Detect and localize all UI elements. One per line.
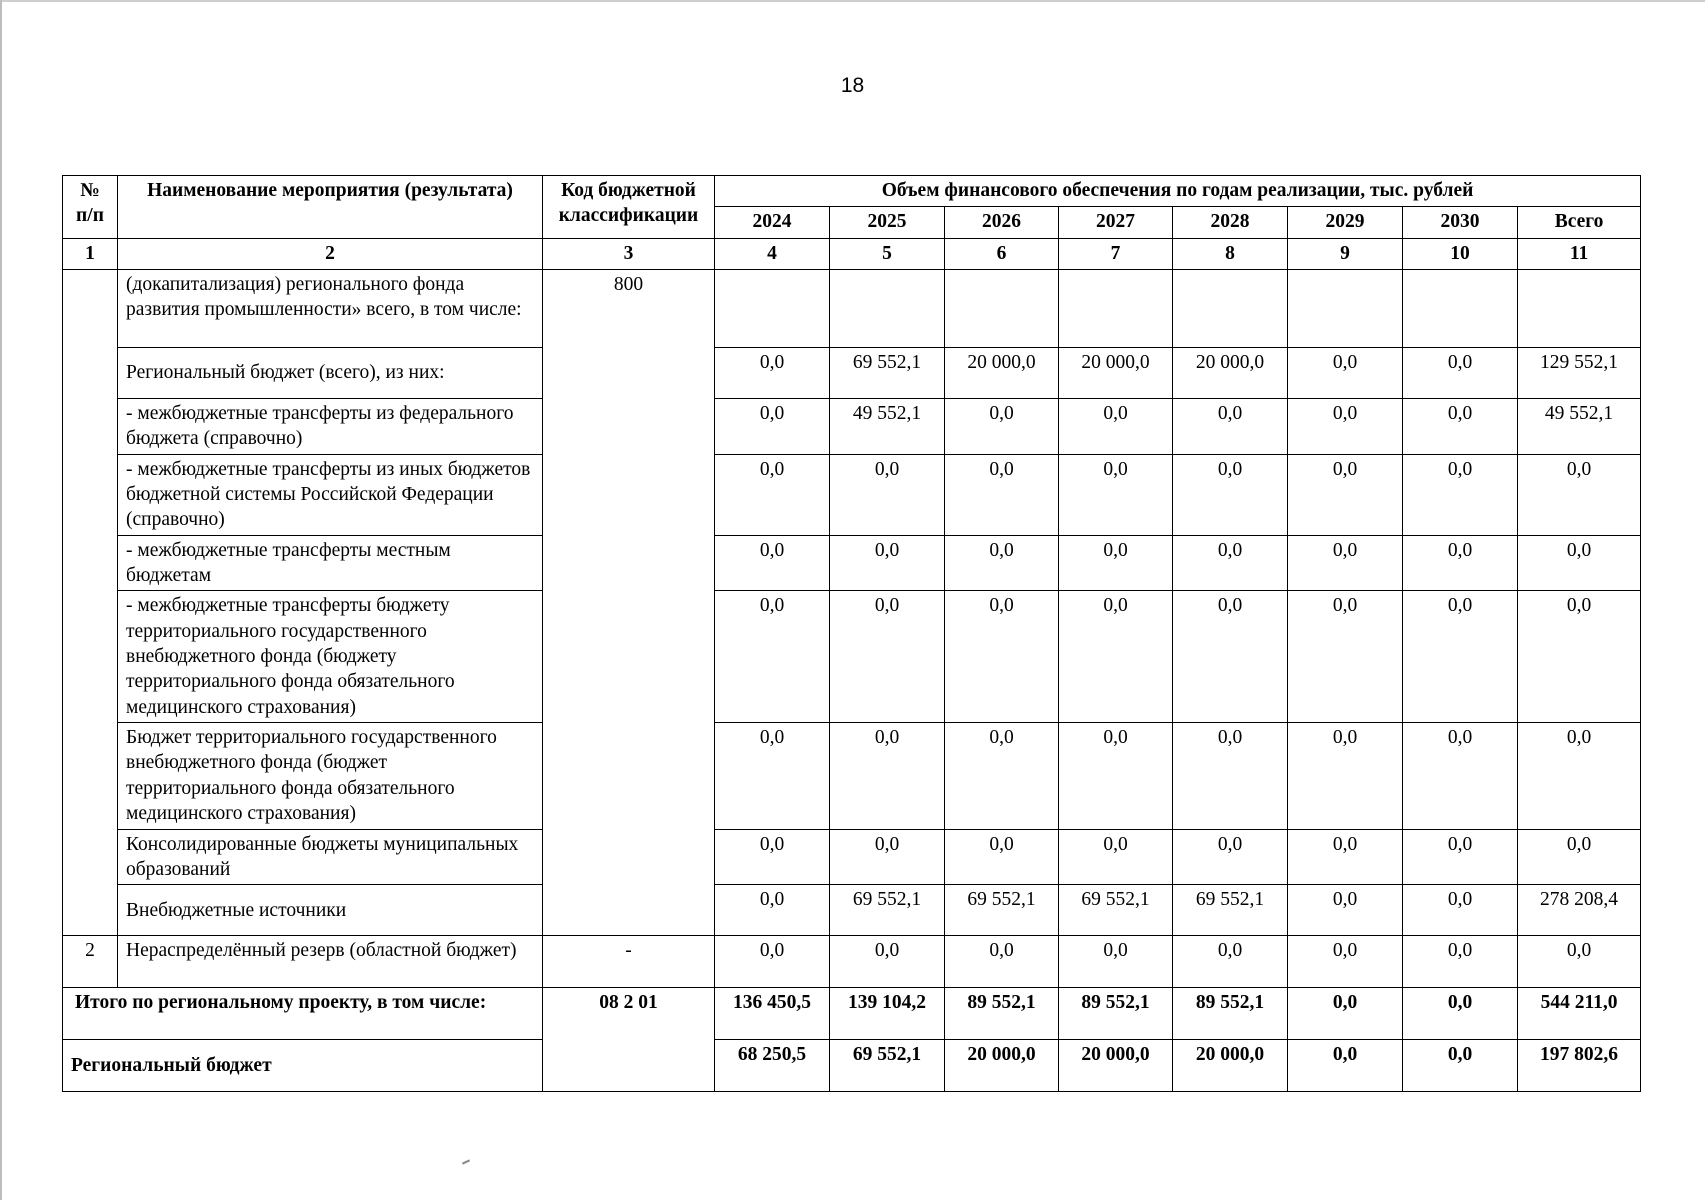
row-number-cell	[63, 270, 118, 936]
scan-edge-left	[0, 0, 2, 1200]
regional-value-cell: 0,0	[1288, 1040, 1403, 1092]
value-cell: 0,0	[1288, 348, 1403, 399]
header-total: Всего	[1518, 207, 1641, 239]
value-cell: 0,0	[1059, 454, 1173, 535]
regional-budget-row	[63, 1040, 1641, 1092]
value-cell: 0,0	[1288, 936, 1403, 988]
regional-value-cell: 68 250,5	[715, 1040, 830, 1092]
row-name: (докапитализация) регионального фонда развития промышленности» всего, в том числе:	[118, 270, 543, 348]
value-cell: 0,0	[1288, 723, 1403, 829]
value-cell: 0,0	[715, 399, 830, 455]
header-year: 2027	[1059, 207, 1173, 239]
value-cell: 0,0	[715, 936, 830, 988]
value-cell: 0,0	[1288, 399, 1403, 455]
value-cell: 0,0	[715, 348, 830, 399]
value-cell: 0,0	[1518, 936, 1641, 988]
value-cell: 0,0	[1403, 454, 1518, 535]
value-cell: 0,0	[1288, 535, 1403, 591]
table-row	[63, 454, 1641, 535]
table-row	[63, 829, 1641, 885]
value-cell: 69 552,1	[945, 885, 1059, 936]
value-cell: 0,0	[945, 454, 1059, 535]
value-cell: 0,0	[1518, 454, 1641, 535]
value-cell: 0,0	[1173, 399, 1288, 455]
table-row	[63, 936, 1641, 988]
row-name: Внебюджетные источники	[118, 885, 543, 936]
page-number: 18	[840, 74, 865, 97]
row-name: - межбюджетные трансферты из иных бюджетов бюджетной системы Российской Федерации (справочно)	[118, 454, 543, 535]
value-cell: 69 552,1	[830, 885, 945, 936]
value-cell: 20 000,0	[945, 348, 1059, 399]
column-number: 11	[1518, 239, 1641, 270]
column-number-row	[63, 239, 1641, 270]
value-cell	[1288, 270, 1403, 348]
value-cell: 69 552,1	[1173, 885, 1288, 936]
regional-value-cell: 0,0	[1403, 1040, 1518, 1092]
regional-value-cell: 20 000,0	[945, 1040, 1059, 1092]
value-cell: 0,0	[715, 723, 830, 829]
value-cell	[945, 270, 1059, 348]
value-cell: 0,0	[1059, 936, 1173, 988]
table-row	[63, 591, 1641, 723]
header-year: 2028	[1173, 207, 1288, 239]
header-year: 2026	[945, 207, 1059, 239]
value-cell: 0,0	[1403, 348, 1518, 399]
total-value-cell: 136 450,5	[715, 988, 830, 1040]
value-cell	[715, 270, 830, 348]
value-cell: 0,0	[945, 591, 1059, 723]
value-cell: 278 208,4	[1518, 885, 1641, 936]
value-cell	[1403, 270, 1518, 348]
regional-value-cell: 20 000,0	[1173, 1040, 1288, 1092]
value-cell: 0,0	[1059, 591, 1173, 723]
value-cell: 0,0	[945, 535, 1059, 591]
value-cell: 0,0	[945, 829, 1059, 885]
value-cell: 49 552,1	[1518, 399, 1641, 455]
row-name: - межбюджетные трансферты бюджету территориального государственного внебюджетного фонда (бюджету территориального фонда обязательного медицинского страхования)	[118, 591, 543, 723]
value-cell: 20 000,0	[1173, 348, 1288, 399]
table-row	[63, 535, 1641, 591]
value-cell: 0,0	[1403, 723, 1518, 829]
total-value-cell: 89 552,1	[945, 988, 1059, 1040]
row-number: 2	[63, 936, 118, 988]
value-cell: 0,0	[945, 936, 1059, 988]
scan-speck	[462, 1159, 470, 1164]
regional-value-cell: 197 802,6	[1518, 1040, 1641, 1092]
value-cell: 129 552,1	[1518, 348, 1641, 399]
value-cell: 0,0	[830, 535, 945, 591]
value-cell: 0,0	[1173, 591, 1288, 723]
regional-budget-label: Региональный бюджет	[63, 1040, 543, 1092]
row-name: Региональный бюджет (всего), из них:	[118, 348, 543, 399]
table-row	[63, 885, 1641, 936]
header-name: Наименование мероприятия (результата)	[118, 176, 543, 239]
row-name: Нераспределённый резерв (областной бюджет)	[118, 936, 543, 988]
table-row	[63, 270, 1641, 348]
row-name: - межбюджетные трансферты местным бюджетам	[118, 535, 543, 591]
value-cell: 0,0	[1173, 535, 1288, 591]
scan-edge-top	[0, 0, 1705, 2]
value-cell: 0,0	[1518, 591, 1641, 723]
total-value-cell: 544 211,0	[1518, 988, 1641, 1040]
budget-table	[62, 175, 1641, 1092]
value-cell: 0,0	[830, 936, 945, 988]
regional-value-cell: 20 000,0	[1059, 1040, 1173, 1092]
value-cell: 49 552,1	[830, 399, 945, 455]
column-number: 8	[1173, 239, 1288, 270]
value-cell: 0,0	[1059, 399, 1173, 455]
value-cell: 0,0	[1518, 535, 1641, 591]
value-cell: 0,0	[715, 454, 830, 535]
value-cell: 0,0	[1173, 936, 1288, 988]
total-value-cell: 0,0	[1403, 988, 1518, 1040]
value-cell: 0,0	[715, 591, 830, 723]
header-year: 2024	[715, 207, 830, 239]
total-row	[63, 988, 1641, 1040]
header-code: Код бюджетной классификации	[543, 176, 715, 239]
total-label: Итого по региональному проекту, в том числе:	[63, 988, 543, 1040]
budget-code: -	[543, 936, 715, 988]
value-cell: 0,0	[1403, 936, 1518, 988]
value-cell: 0,0	[1173, 829, 1288, 885]
value-cell: 0,0	[1403, 399, 1518, 455]
value-cell: 0,0	[1403, 535, 1518, 591]
column-number: 1	[63, 239, 118, 270]
value-cell: 0,0	[945, 723, 1059, 829]
value-cell: 0,0	[1403, 885, 1518, 936]
value-cell: 0,0	[1518, 723, 1641, 829]
value-cell: 69 552,1	[1059, 885, 1173, 936]
value-cell: 0,0	[1059, 535, 1173, 591]
header-year: 2025	[830, 207, 945, 239]
value-cell	[1173, 270, 1288, 348]
value-cell	[830, 270, 945, 348]
header-year: 2029	[1288, 207, 1403, 239]
column-number: 9	[1288, 239, 1403, 270]
header-year: 2030	[1403, 207, 1518, 239]
column-number: 10	[1403, 239, 1518, 270]
value-cell: 0,0	[830, 454, 945, 535]
total-value-cell: 89 552,1	[1173, 988, 1288, 1040]
value-cell: 0,0	[1288, 454, 1403, 535]
value-cell: 69 552,1	[830, 348, 945, 399]
column-number: 4	[715, 239, 830, 270]
value-cell: 0,0	[715, 829, 830, 885]
value-cell: 0,0	[1403, 829, 1518, 885]
value-cell: 0,0	[830, 591, 945, 723]
value-cell	[1059, 270, 1173, 348]
value-cell: 0,0	[715, 535, 830, 591]
total-budget-code: 08 2 01	[543, 988, 715, 1092]
total-value-cell: 89 552,1	[1059, 988, 1173, 1040]
value-cell	[1518, 270, 1641, 348]
total-value-cell: 139 104,2	[830, 988, 945, 1040]
table-row	[63, 348, 1641, 399]
column-number: 6	[945, 239, 1059, 270]
total-value-cell: 0,0	[1288, 988, 1403, 1040]
row-name: Бюджет территориального государственного внебюджетного фонда (бюджет территориального фонда обязательного медицинского страхования)	[118, 723, 543, 829]
column-number: 7	[1059, 239, 1173, 270]
value-cell: 0,0	[830, 723, 945, 829]
value-cell: 0,0	[830, 829, 945, 885]
value-cell: 0,0	[1059, 829, 1173, 885]
value-cell: 20 000,0	[1059, 348, 1173, 399]
column-number: 5	[830, 239, 945, 270]
value-cell: 0,0	[1059, 723, 1173, 829]
column-number: 2	[118, 239, 543, 270]
value-cell: 0,0	[945, 399, 1059, 455]
budget-code: 800	[543, 270, 715, 936]
value-cell: 0,0	[1288, 591, 1403, 723]
value-cell: 0,0	[1403, 591, 1518, 723]
table-row	[63, 399, 1641, 455]
header-volume: Объем финансового обеспечения по годам реализации, тыс. рублей	[715, 176, 1641, 207]
value-cell: 0,0	[1173, 454, 1288, 535]
value-cell: 0,0	[1288, 829, 1403, 885]
regional-value-cell: 69 552,1	[830, 1040, 945, 1092]
column-number: 3	[543, 239, 715, 270]
value-cell: 0,0	[1288, 885, 1403, 936]
row-name: - межбюджетные трансферты из федерального бюджета (справочно)	[118, 399, 543, 455]
row-name: Консолидированные бюджеты муниципальных образований	[118, 829, 543, 885]
value-cell: 0,0	[1173, 723, 1288, 829]
value-cell: 0,0	[715, 885, 830, 936]
value-cell: 0,0	[1518, 829, 1641, 885]
header-no: № п/п	[63, 176, 118, 239]
header-row-1	[63, 176, 1641, 207]
table-row	[63, 723, 1641, 829]
